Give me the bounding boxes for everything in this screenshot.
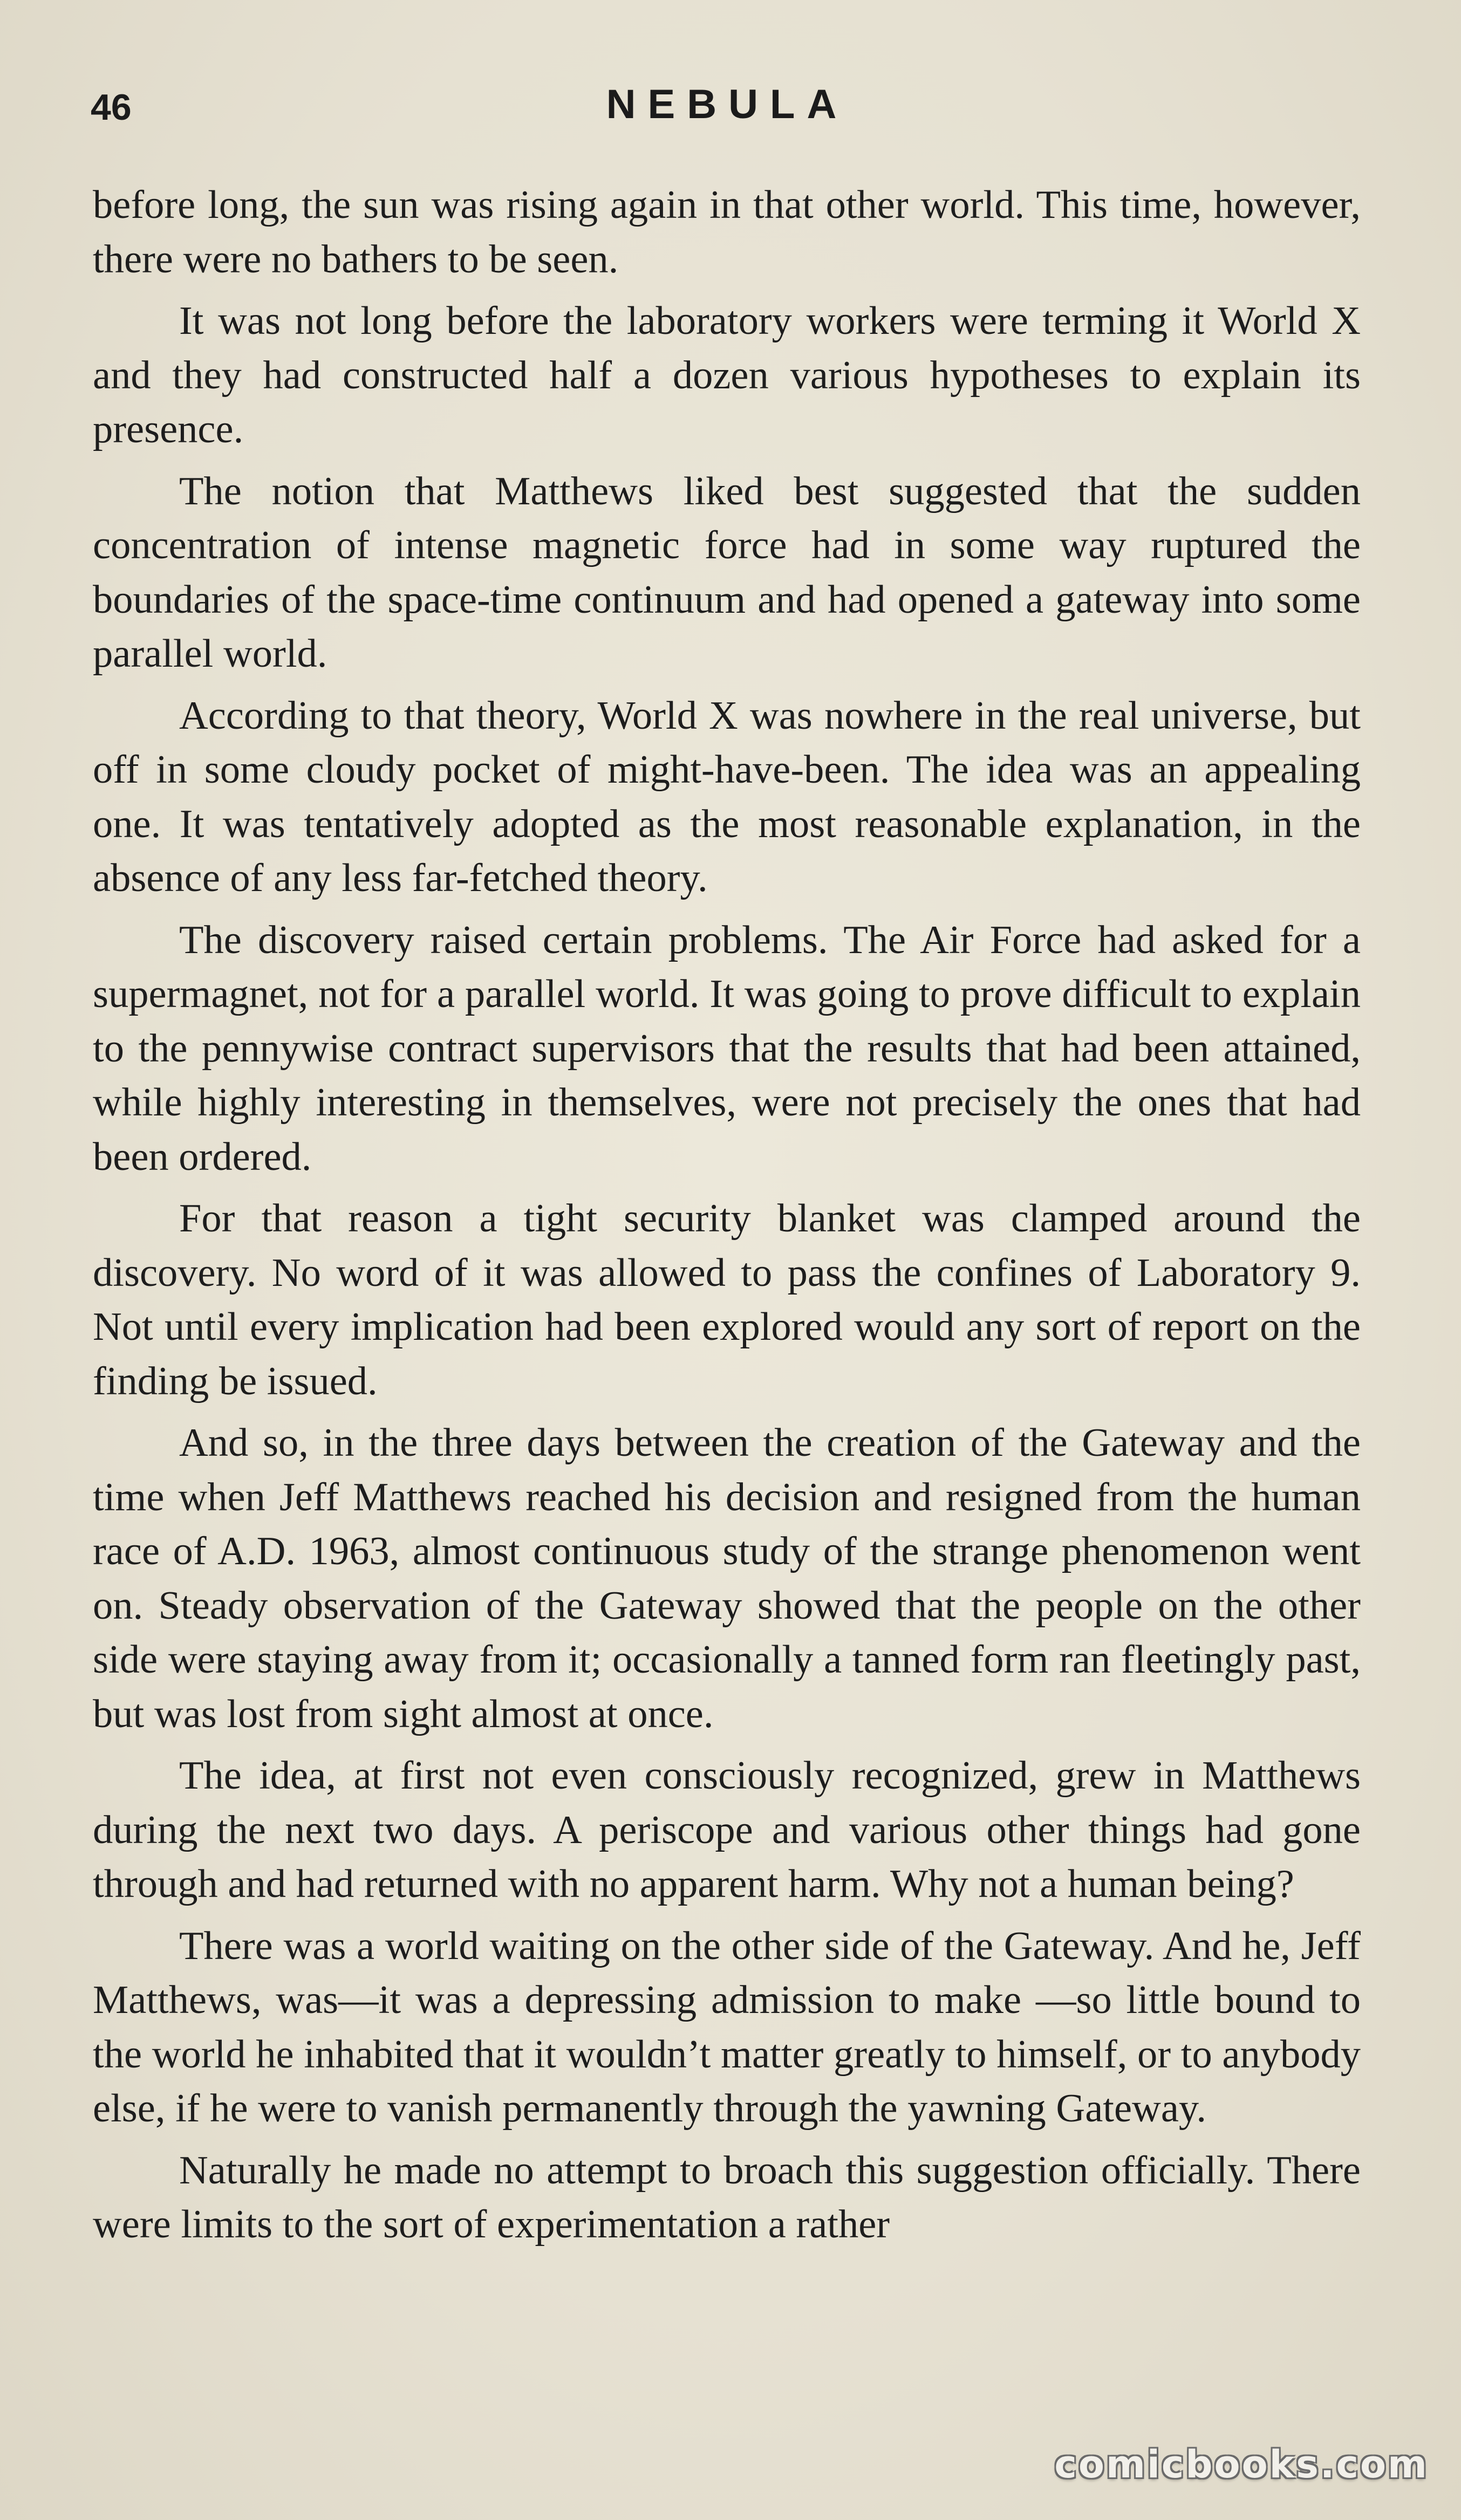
paragraph: There was a world waiting on the other side of the Gateway. And he, Jeff Matthews, was—it was a depressing admission to make —so little bound to the world he inhabited that it wouldn’t matter greatly to himself, or to anybody else, if he were to vanish permanently through the yawning Gateway. [93,1923,1361,2131]
paragraph: Naturally he made no attempt to broach this suggestion officially. There were limits to the sort of experimentation a rather [93,2148,1361,2247]
paragraph: According to that theory, World X was nowhere in the real universe, but off in some cloudy pocket of might-have-been. The idea was an appealing one. It was tentatively adopted as the most reasonable explanation, in the absence of any less far-fetched theory. [93,693,1361,900]
paragraph-continued: before long, the sun was rising again in that other world. This time, however, there were no bathers to be seen. [93,183,1361,282]
paragraph: It was not long before the laboratory workers were terming it World X and they had constructed half a dozen various hypotheses to explain its presence. [93,299,1361,451]
page-number: 46 [91,87,132,128]
page-header [91,81,1364,140]
watermark-logo: comicbooks.com [1054,2442,1429,2487]
paragraph: For that reason a tight security blanket was clamped around the discovery. No word of it was allowed to pass the confines of Laboratory 9. Not until every implication had been explored would any sort of report on the finding be issued. [93,1196,1361,1403]
paragraph: The discovery raised certain problems. The Air Force had asked for a supermagnet, not for a parallel world. It was going to prove difficult to explain to the pennywise contract supervisors that the results that had been attained, while highly interesting in themselves, were not precisely the ones that had been ordered. [93,917,1361,1179]
body-text [93,178,1361,2259]
running-head: NEBULA [606,81,849,127]
paragraph: The notion that Matthews liked best suggested that the sudden concentration of intense magnetic force had in some way ruptured the boundaries of the space-time continuum and had opened a gateway into some parallel world. [93,469,1361,676]
paragraph: And so, in the three days between the creation of the Gateway and the time when Jeff Matthews reached his decision and resigned from the human race of A.D. 1963, almost continuous study of the strange phenomenon went on. Steady observation of the Gateway showed that the people on the other side were staying away from it; occasionally a tanned form ran fleetingly past, but was lost from sight almost at once. [93,1421,1361,1736]
paragraph: The idea, at first not even consciously recognized, grew in Matthews during the next two days. A periscope and various other things had gone through and had returned with no apparent harm. Why not a human being? [93,1754,1361,1906]
